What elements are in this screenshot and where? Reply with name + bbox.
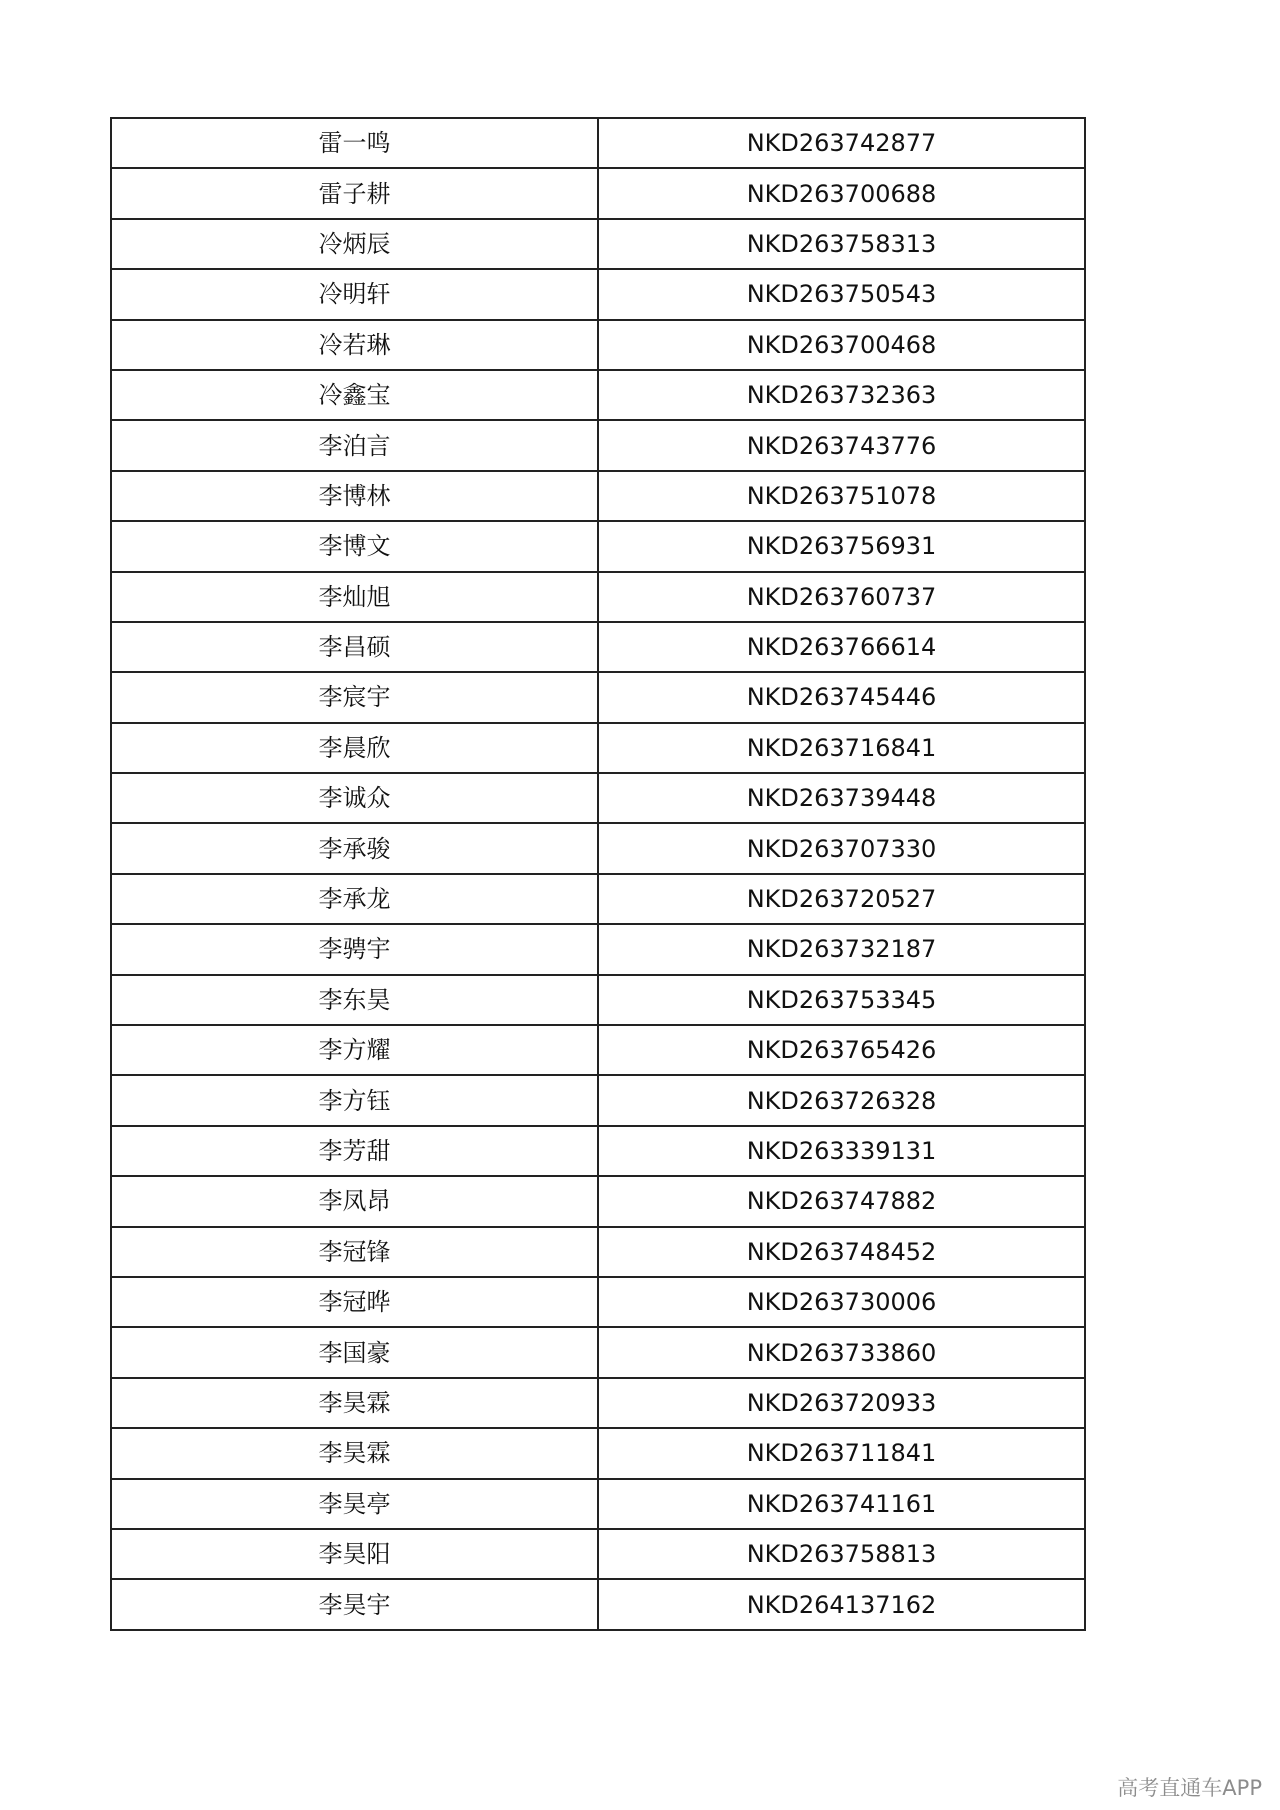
student-id-cell: NKD263700468 [598, 320, 1085, 370]
student-name-cell: 李博文 [111, 521, 598, 571]
table-row [111, 1277, 1085, 1327]
student-name-cell: 李方钰 [111, 1075, 598, 1125]
student-id-cell: NKD263741161 [598, 1479, 1085, 1529]
table-body [111, 118, 1085, 1630]
table-row [111, 1529, 1085, 1579]
student-name-cell: 李骋宇 [111, 924, 598, 974]
student-id-cell: NKD263707330 [598, 823, 1085, 873]
student-id-cell: NKD263766614 [598, 622, 1085, 672]
table-row [111, 1378, 1085, 1428]
student-id-cell: NKD263730006 [598, 1277, 1085, 1327]
student-name-cell: 李诚众 [111, 773, 598, 823]
student-id-cell: NKD263720933 [598, 1378, 1085, 1428]
student-id-cell: NKD263726328 [598, 1075, 1085, 1125]
student-name-cell: 李昌硕 [111, 622, 598, 672]
table-row [111, 1075, 1085, 1125]
student-id-cell: NKD263732363 [598, 370, 1085, 420]
table-row [111, 1579, 1085, 1629]
student-name-cell: 李昊阳 [111, 1529, 598, 1579]
student-id-cell: NKD263732187 [598, 924, 1085, 974]
table-row [111, 420, 1085, 470]
table-row [111, 1428, 1085, 1478]
student-name-cell: 冷鑫宝 [111, 370, 598, 420]
table-row [111, 1479, 1085, 1529]
table-row [111, 168, 1085, 218]
student-name-cell: 冷明轩 [111, 269, 598, 319]
watermark-text: 高考直通车APP [1117, 1776, 1262, 1800]
table-row [111, 924, 1085, 974]
table-row [111, 723, 1085, 773]
student-name-cell: 李冠晔 [111, 1277, 598, 1327]
table-row [111, 521, 1085, 571]
student-id-cell: NKD263756931 [598, 521, 1085, 571]
student-name-cell: 李昊宇 [111, 1579, 598, 1629]
student-name-cell: 李昊霖 [111, 1378, 598, 1428]
student-id-cell: NKD263758813 [598, 1529, 1085, 1579]
student-name-cell: 冷炳辰 [111, 219, 598, 269]
student-name-cell: 李承龙 [111, 874, 598, 924]
student-name-cell: 李承骏 [111, 823, 598, 873]
student-name-cell: 李博林 [111, 471, 598, 521]
student-id-cell: NKD263739448 [598, 773, 1085, 823]
student-name-cell: 李国豪 [111, 1327, 598, 1377]
student-name-cell: 李泊言 [111, 420, 598, 470]
table-row [111, 370, 1085, 420]
student-name-cell: 李宸宇 [111, 672, 598, 722]
table-row [111, 1126, 1085, 1176]
table-row [111, 622, 1085, 672]
table-row [111, 874, 1085, 924]
student-name-cell: 雷子耕 [111, 168, 598, 218]
student-id-cell: NKD263711841 [598, 1428, 1085, 1478]
student-id-cell: NKD263700688 [598, 168, 1085, 218]
student-id-cell: NKD263748452 [598, 1227, 1085, 1277]
table-row [111, 471, 1085, 521]
student-id-cell: NKD263742877 [598, 118, 1085, 168]
table-row [111, 672, 1085, 722]
student-id-cell: NKD263765426 [598, 1025, 1085, 1075]
table-row [111, 1025, 1085, 1075]
student-id-cell: NKD263758313 [598, 219, 1085, 269]
table-row [111, 773, 1085, 823]
student-name-cell: 李凤昂 [111, 1176, 598, 1226]
student-name-cell: 李昊霖 [111, 1428, 598, 1478]
student-name-cell: 李芳甜 [111, 1126, 598, 1176]
table-row [111, 1227, 1085, 1277]
student-name-cell: 李东昊 [111, 975, 598, 1025]
student-name-cell: 李灿旭 [111, 572, 598, 622]
student-name-cell: 李冠锋 [111, 1227, 598, 1277]
student-name-cell: 李方耀 [111, 1025, 598, 1075]
name-list-table [110, 117, 1086, 1631]
table-row [111, 320, 1085, 370]
table-row [111, 823, 1085, 873]
student-name-cell: 李晨欣 [111, 723, 598, 773]
student-id-cell: NKD263750543 [598, 269, 1085, 319]
table-row [111, 975, 1085, 1025]
student-id-cell: NKD263733860 [598, 1327, 1085, 1377]
student-id-cell: NKD263339131 [598, 1126, 1085, 1176]
student-id-cell: NKD263751078 [598, 471, 1085, 521]
table-row [111, 269, 1085, 319]
table-row [111, 572, 1085, 622]
student-id-cell: NKD263720527 [598, 874, 1085, 924]
student-id-cell: NKD263753345 [598, 975, 1085, 1025]
student-id-cell: NKD263747882 [598, 1176, 1085, 1226]
student-id-cell: NKD264137162 [598, 1579, 1085, 1629]
table-row [111, 1327, 1085, 1377]
student-id-cell: NKD263716841 [598, 723, 1085, 773]
student-id-cell: NKD263745446 [598, 672, 1085, 722]
student-name-cell: 雷一鸣 [111, 118, 598, 168]
student-name-cell: 李昊亭 [111, 1479, 598, 1529]
table-row [111, 219, 1085, 269]
student-name-cell: 冷若琳 [111, 320, 598, 370]
table-row [111, 1176, 1085, 1226]
student-id-cell: NKD263743776 [598, 420, 1085, 470]
table-row [111, 118, 1085, 168]
student-id-cell: NKD263760737 [598, 572, 1085, 622]
